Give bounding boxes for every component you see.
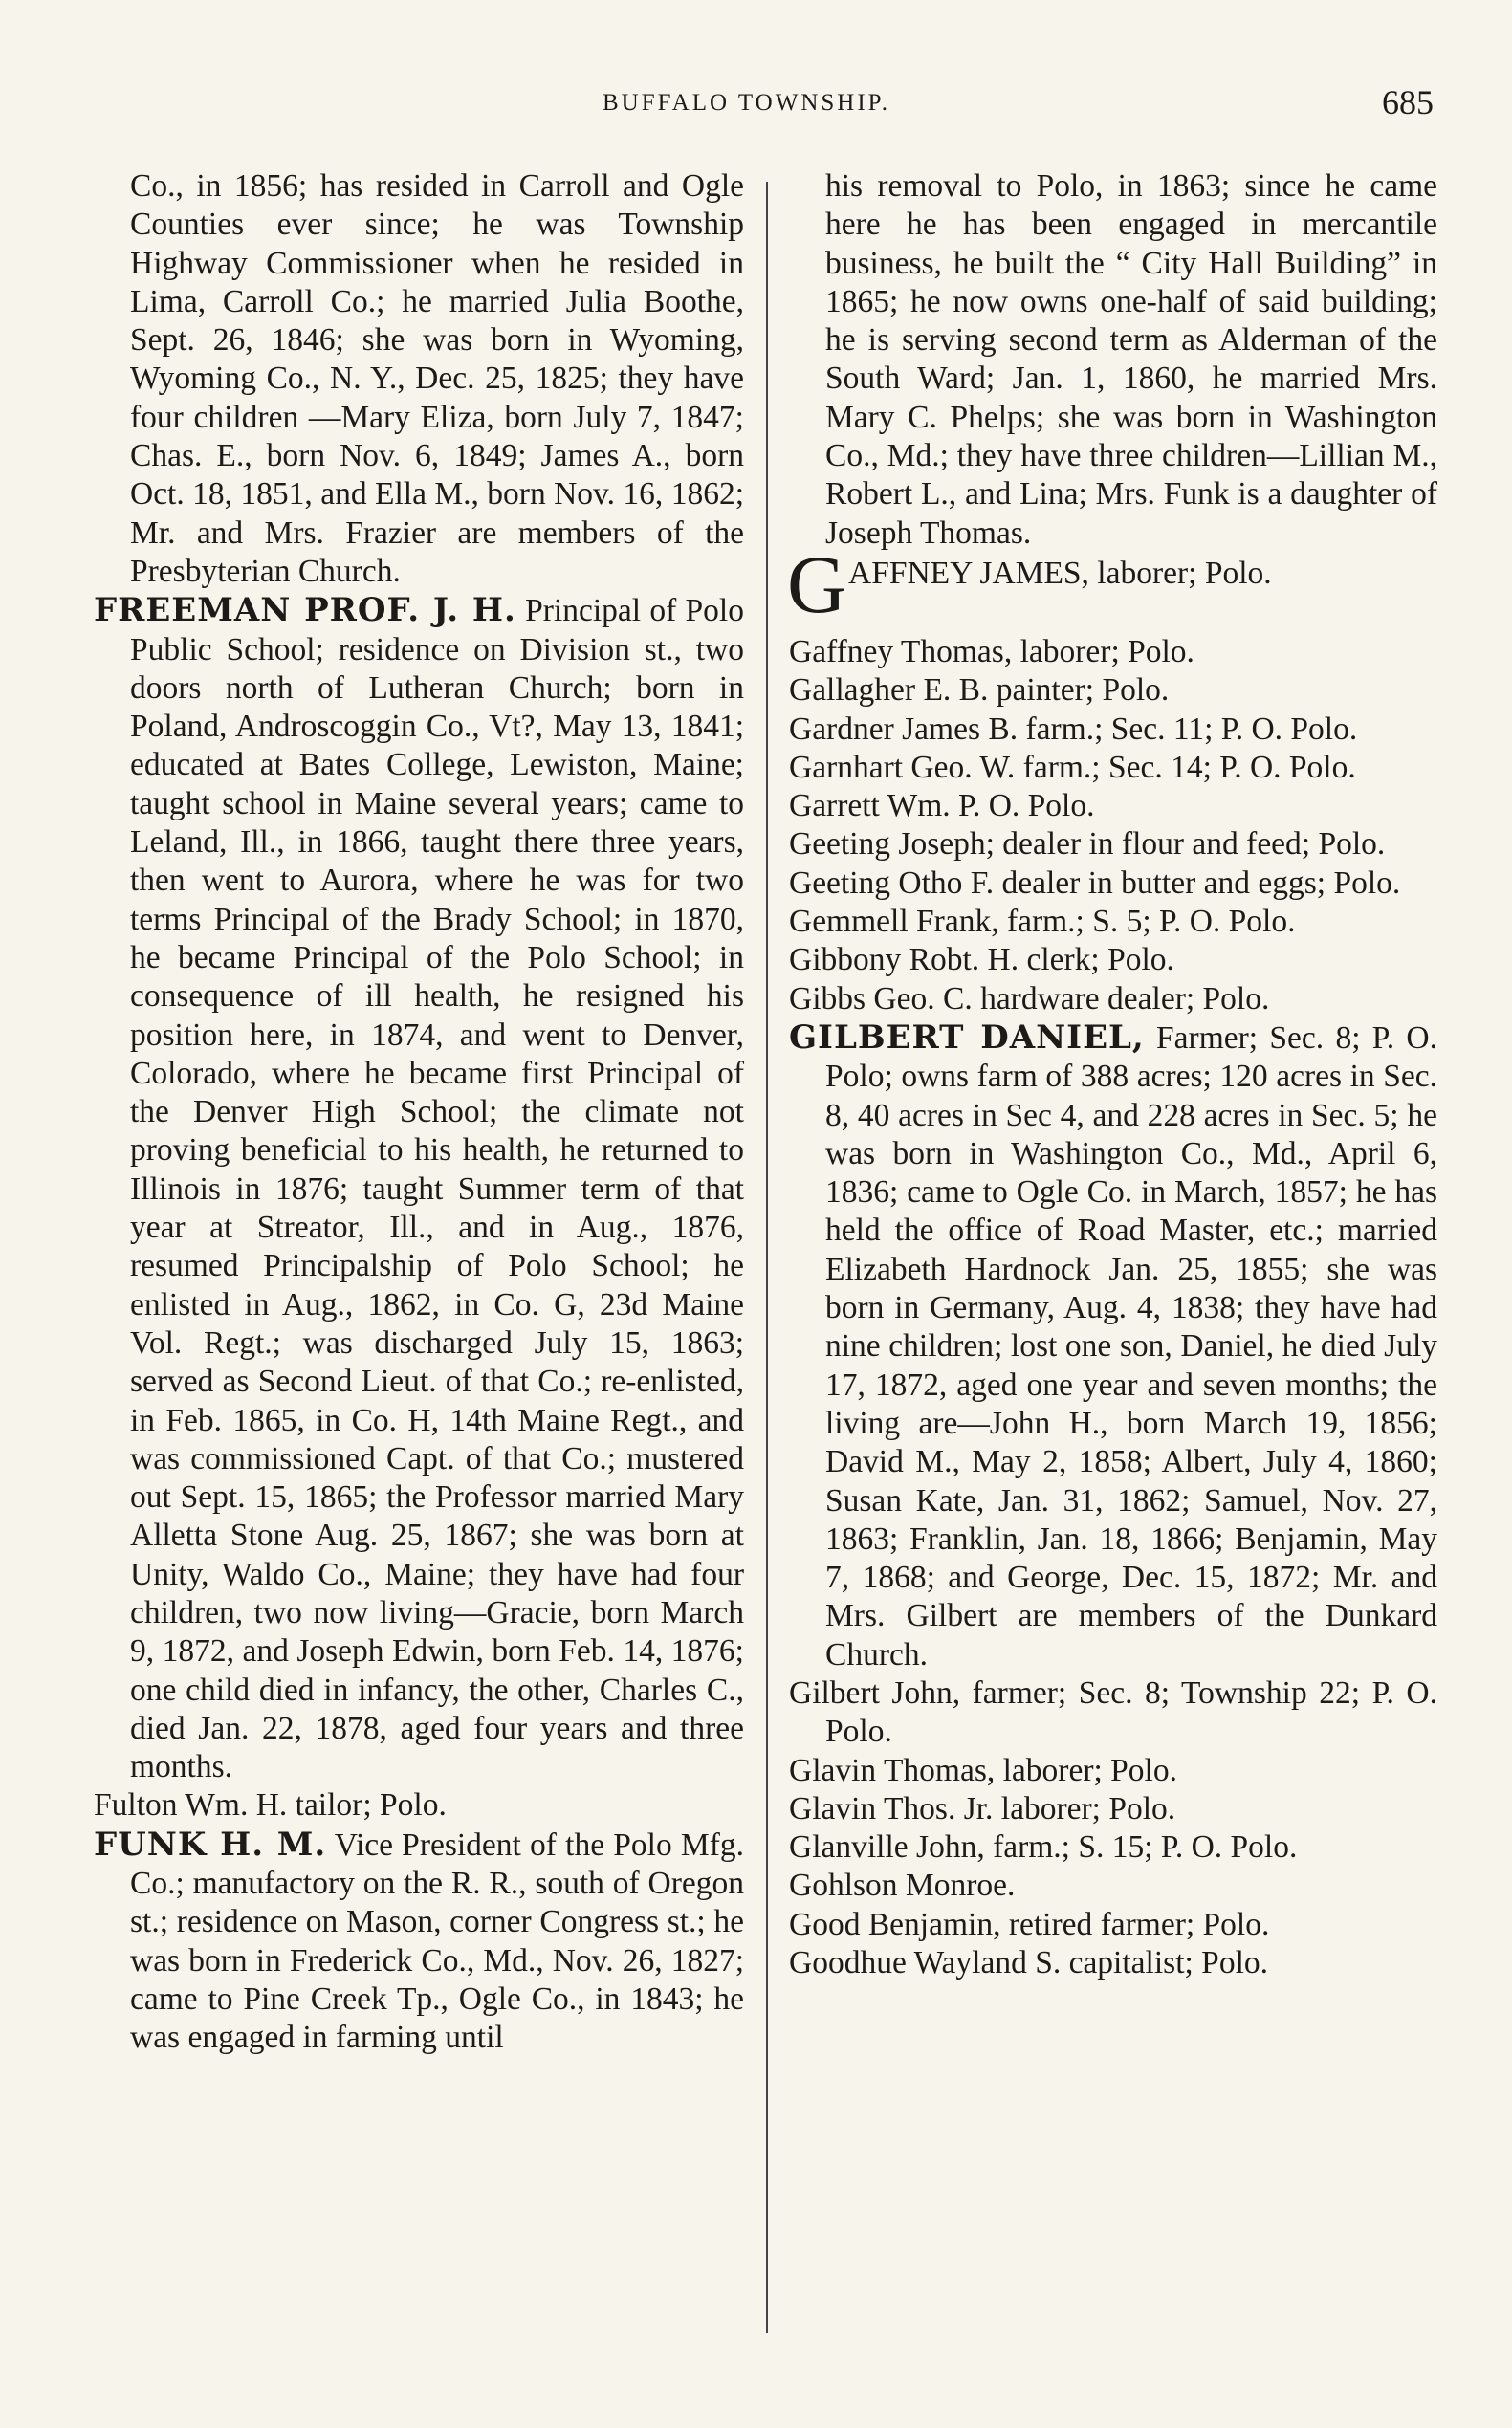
fulton-entry: Fulton Wm. H. tailor; Polo. [94, 1787, 447, 1824]
list-item: Geeting Otho F. dealer in butter and eggs; Polo. [789, 864, 1401, 901]
column-divider [766, 182, 768, 2333]
page-header [0, 82, 1512, 128]
funk-text: Vice President of the Polo Mfg. Co.; manufactory on the R. R., south of Oregon st.; residence on Mason, corner Congress st.; he was born in Frederick Co., Md., Nov. 26, 1827; came to Pine Creek Tp., Ogle Co., in 1843; he was engaged in farming until [130, 1826, 744, 2056]
list-item: Garrett Wm. P. O. Polo. [789, 788, 1095, 824]
running-head: BUFFALO TOWNSHIP. [603, 90, 891, 116]
freeman-text: Principal of Polo Public School; residence on Division st., two doors north of Lutheran Church; born in Poland, Androscoggin Co., Vt?, May 13, 1841; educated at Bates College, Lewiston, Maine; taught school in Maine several years; came to Leland, Ill., in 1866, taught there three years, then went to Aurora, where he was for two terms Principal of the Brady School; in 1870, he became Principal of the Polo School; in consequence of ill health, he resigned his position here, in 1874, and went to Denver, Colorado, where he became first Principal of the Denver High School; the climate not proving beneficial to his health, he returned to Illinois in 1876; taught Summer term of that year at Streator, Ill., and in Aug., 1876, resumed Principalship of Polo School; he enlisted in Aug., 1862, in Co. G, 23d Maine Vol. Regt.; was discharged July 15, 1863; served as Second Lieut. of that Co.; re-enlisted, in Feb. 1865, in Co. H, 14th Maine Regt., and was commissioned Capt. of that Co.; mustered out Sept. 15, 1865; the Professor married Mary Alletta Stone Aug. 25, 1867; she was born at Unity, Waldo Co., Maine; they have had four children, two now living—Gracie, born March 9, 1872, and Joseph Edwin, born Feb. 14, 1876; one child died in infancy, the other, Charles C., died Jan. 22, 1878, aged four years and three months. [130, 593, 744, 1785]
list-item: Glavin Thos. Jr. laborer; Polo. [789, 1790, 1176, 1826]
list-item: Gohlson Monroe. [789, 1868, 1016, 1904]
list-item: Geeting Joseph; dealer in flour and feed; Polo. [789, 826, 1386, 863]
list-item: Goodhue Wayland S. capitalist; Polo. [789, 1945, 1268, 1981]
directory-list-1 [789, 633, 1437, 1018]
list-item: Gemmell Frank, farm.; S. 5; P. O. Polo. [789, 904, 1296, 940]
list-item: Gaffney Thomas, laborer; Polo. [789, 633, 1194, 669]
list-item: Gallagher E. B. painter; Polo. [789, 672, 1170, 709]
freeman-entry [94, 591, 744, 1786]
list-item: Gibbony Robt. H. clerk; Polo. [789, 942, 1174, 978]
funk-name: FUNK H. M. [94, 1825, 327, 1864]
gaffney-james-entry [787, 537, 1437, 633]
page-number: 685 [1382, 83, 1434, 121]
frazier-entry-continuation: Co., in 1856; has resided in Carroll and Ogle Counties ever since; he was Township Highway Commissioner when he resided in Lima, Carroll Co.; he married Julia Boothe, Sept. 26, 1846; she was born in Wyoming, Wyoming Co., N. Y., Dec. 25, 1825; they have four children —Mary Eliza, born July 7, 1847; Chas. E., born Nov. 6, 1849; James A., born Oct. 18, 1851, and Ella M., born Nov. 16, 1862; Mr. and Mrs. Frazier are members of the Presbyterian Church. [130, 168, 744, 589]
funk-entry-continuation: his removal to Polo, in 1863; since he came here he has been engaged in mercantile business, he built the “ City Hall Building” in 1865; he now owns one-half of said building; he is serving second term as Alderman of the South Ward; Jan. 1, 1860, he married Mrs. Mary C. Phelps; she was born in Washington Co., Md.; they have three children—Lillian M., Robert L., and Lina; Mrs. Funk is a daughter of Joseph Thomas. [825, 168, 1437, 551]
gaffney-james-text: AFFNEY JAMES, laborer; Polo. [848, 555, 1272, 591]
left-column [94, 167, 744, 2058]
gilbert-daniel-name: GILBERT DANIEL, [789, 1017, 1145, 1057]
directory-list-2 [789, 1674, 1437, 1982]
list-item: Glanville John, farm.; S. 15; P. O. Polo. [789, 1829, 1298, 1866]
gilbert-daniel-text: Farmer; Sec. 8; P. O. Polo; owns farm of 388 acres; 120 acres in Sec. 8, 40 acres in Sec 4, and 228 acres in Sec. 5; he was born in Washington Co., Md., April 6, 1836; came to Ogle Co. in March, 1857; he has held the office of Road Master, etc.; married Elizabeth Hardnock Jan. 25, 1855; she was born in Germany, Aug. 4, 1838; they have had nine children; lost one son, Daniel, he died July 17, 1872, aged one year and seven months; the living are—John H., born March 19, 1856; David M., May 2, 1858; Albert, July 4, 1860; Susan Kate, Jan. 31, 1862; Samuel, Nov. 27, 1863; Franklin, Jan. 18, 1866; Benjamin, May 7, 1868; and George, Dec. 15, 1872; Mr. and Mrs. Gilbert are members of the Dunkard Church. [825, 1019, 1437, 1673]
drop-cap-letter: G [787, 537, 847, 630]
list-item: Gardner James B. farm.; Sec. 11; P. O. Polo. [789, 711, 1358, 747]
funk-entry [94, 1826, 744, 2058]
list-item: Gilbert John, farmer; Sec. 8; Township 22; P. O. Polo. [789, 1674, 1437, 1750]
list-item: Glavin Thomas, laborer; Polo. [789, 1752, 1177, 1788]
gilbert-daniel-entry [789, 1018, 1437, 1674]
list-item: Good Benjamin, retired farmer; Polo. [789, 1906, 1270, 1942]
right-column [789, 167, 1437, 1982]
freeman-name: FREEMAN PROF. J. H. [94, 591, 516, 630]
list-item: Garnhart Geo. W. farm.; Sec. 14; P. O. Polo. [789, 749, 1356, 785]
list-item: Gibbs Geo. C. hardware dealer; Polo. [789, 980, 1270, 1017]
